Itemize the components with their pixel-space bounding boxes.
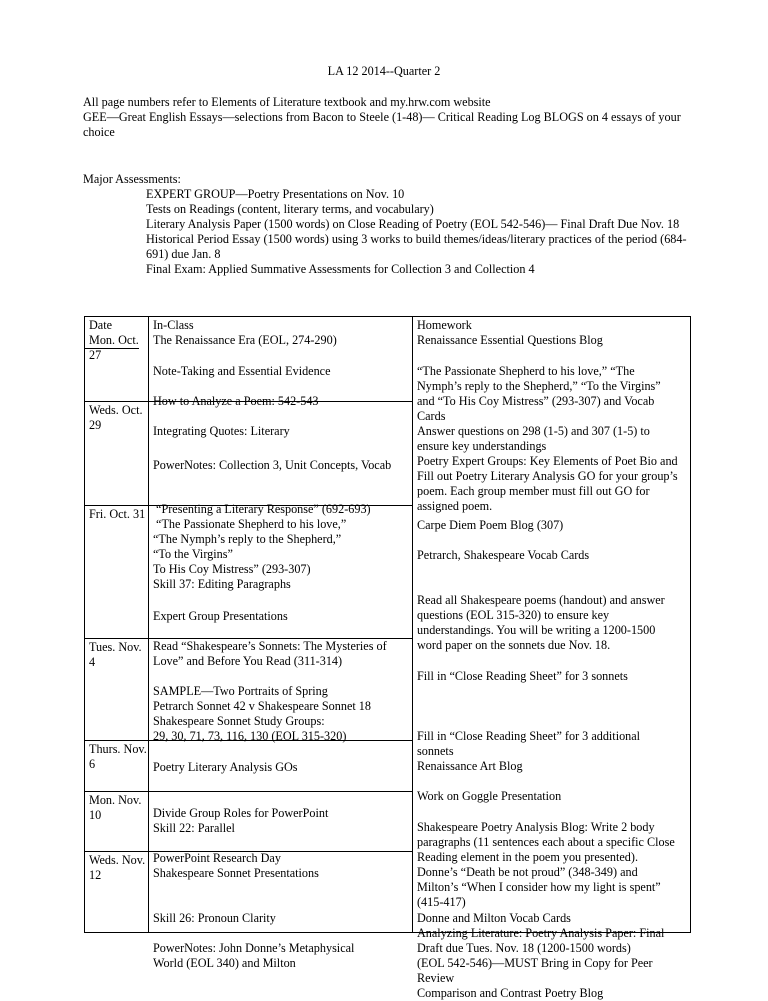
homework-item: Petrarch, Shakespeare Vocab Cards	[417, 548, 590, 562]
in-class-item: Shakespeare Sonnet Presentations	[153, 866, 319, 880]
homework-item: Fill in “Close Reading Sheet” for 3 additional sonnets	[417, 729, 641, 758]
schedule-table-wrapper	[84, 316, 686, 1000]
in-class-item: How to Analyze a Poem: 542-543	[153, 394, 319, 408]
homework-item: Read all Shakespeare poems (handout) and answer questions (EOL 315-320) to ensure key understandings. You will be writing a 1200-1500 word paper on the sonnets due Nov. 18.	[417, 593, 665, 652]
homework-item: Renaissance Art Blog	[417, 759, 523, 773]
in-class-item: Skill 26: Pronoun Clarity	[153, 911, 276, 925]
assessment-item: EXPERT GROUP—Poetry Presentations on Nov. 10	[146, 187, 405, 201]
table-rule	[84, 638, 413, 639]
in-class-item: “To the Virgins”	[153, 547, 233, 561]
table-rule	[84, 791, 413, 792]
table-rule	[84, 316, 686, 317]
date-cell: Weds. Nov. 12	[89, 853, 146, 882]
in-class-item: Divide Group Roles for PowerPoint	[153, 806, 329, 820]
date-cell: Mon. Nov. 10	[89, 793, 142, 822]
homework-column	[413, 317, 691, 1000]
in-class-item: SAMPLE—Two Portraits of Spring	[153, 684, 328, 698]
date-cell: Thurs. Nov. 6	[89, 742, 147, 771]
assessment-item: Final Exam: Applied Summative Assessments for Collection 3 and Collection 4	[146, 262, 535, 276]
major-assessments	[83, 172, 703, 277]
homework-item: Carpe Diem Poem Blog (307)	[417, 518, 564, 532]
table-rule	[84, 851, 413, 852]
in-class-item: PowerNotes: John Donne’s Metaphysical World (EOL 340) and Milton	[153, 941, 355, 970]
in-class-item: Skill 22: Parallel	[153, 821, 235, 835]
in-class-item: The Renaissance Era (EOL, 274-290)	[153, 333, 337, 347]
in-class-column	[149, 317, 413, 970]
homework-item: Comparison and Contrast Poetry Blog	[417, 986, 604, 1000]
date-cell: Tues. Nov. 4	[89, 640, 142, 669]
table-rule	[84, 348, 139, 349]
in-class-item: Skill 37: Editing Paragraphs	[153, 577, 291, 591]
in-class-item: PowerNotes: Collection 3, Unit Concepts, Vocab	[153, 458, 392, 472]
in-class-item: Note-Taking and Essential Evidence	[153, 364, 331, 378]
intro-line: GEE—Great English Essays—selections from Bacon to Steele (1-48)— Critical Reading Log BLOGS on 4 essays of your choice	[83, 110, 681, 139]
homework-header: Homework	[417, 318, 472, 332]
schedule-table	[84, 316, 691, 1000]
in-class-item: Integrating Quotes: Literary	[153, 424, 290, 438]
table-rule	[84, 401, 413, 402]
assessment-item: Literary Analysis Paper (1500 words) on Close Reading of Poetry (EOL 542-546)— Final Draft Due Nov. 18	[146, 217, 680, 231]
in-class-item: Read “Shakespeare’s Sonnets: The Mysteries of Love” and Before You Read (311-314)	[153, 639, 387, 668]
homework-item: Analyzing Literature: Poetry Analysis Paper: Final Draft due Tues. Nov. 18 (1200-1500 words)	[417, 926, 665, 955]
in-class-item: 29, 30, 71, 73, 116, 130 (EOL 315-320)	[153, 729, 347, 743]
homework-item: (EOL 542-546)—MUST Bring in Copy for Peer Review	[417, 956, 653, 985]
assessment-item: Historical Period Essay (1500 words) using 3 works to build themes/ideas/literary practices of the period (684-691) due Jan. 8	[146, 232, 687, 261]
document-title: LA 12 2014--Quarter 2	[327, 64, 441, 78]
in-class-item: “The Passionate Shepherd to his love,”	[156, 517, 347, 531]
in-class-item: Shakespeare Sonnet Study Groups:	[153, 714, 325, 728]
in-class-item: PowerPoint Research Day	[153, 851, 281, 865]
in-class-item: Expert Group Presentations	[153, 609, 288, 623]
assessment-item: Tests on Readings (content, literary terms, and vocabulary)	[146, 202, 434, 216]
in-class-header: In-Class	[153, 318, 194, 332]
homework-item: Answer questions on 298 (1-5) and 307 (1-5) to ensure key understandings	[417, 424, 650, 453]
homework-item: “The Passionate Shepherd to his love,” “The Nymph’s reply to the Shepherd,” “To the Virgins” and “To His Coy Mistress” (293-307) and Vocab Cards	[417, 364, 661, 423]
table-rule	[84, 740, 413, 741]
date-column	[85, 317, 149, 933]
date-header: Date	[89, 318, 113, 332]
intro-line: All page numbers refer to Elements of Literature textbook and my.hrw.com website	[83, 95, 491, 109]
homework-item: Donne and Milton Vocab Cards	[417, 911, 571, 925]
in-class-item: Petrarch Sonnet 42 v Shakespeare Sonnet 18	[153, 699, 371, 713]
homework-item: Renaissance Essential Questions Blog	[417, 333, 603, 347]
in-class-item: To His Coy Mistress” (293-307)	[153, 562, 311, 576]
in-class-item: Poetry Literary Analysis GOs	[153, 760, 298, 774]
in-class-item: “The Nymph’s reply to the Shepherd,”	[153, 532, 342, 546]
assessments-list	[83, 187, 703, 277]
table-rule	[84, 505, 413, 506]
homework-item: Donne’s “Death be not proud” (348-349) and Milton’s “When I consider how my light is spent” (415-417)	[417, 865, 661, 909]
date-cell: Fri. Oct. 31	[89, 507, 146, 521]
date-cell: Weds. Oct. 29	[89, 403, 143, 432]
homework-item: Shakespeare Poetry Analysis Blog: Write 2 body paragraphs (11 sentences each about a specific Close Reading element in the poem you presented).	[417, 820, 675, 864]
date-cell: Mon. Oct. 27	[89, 333, 139, 362]
homework-item: Fill in “Close Reading Sheet” for 3 sonnets	[417, 669, 628, 683]
in-class-item: “Presenting a Literary Response” (692-693)	[156, 502, 371, 516]
homework-item: Poetry Expert Groups: Key Elements of Poet Bio and Fill out Poetry Literary Analysis GO for your group’s poem. Each group member must fill out GO for assigned poem.	[417, 454, 678, 513]
intro-notes	[83, 95, 683, 140]
assessments-heading: Major Assessments:	[83, 172, 181, 186]
homework-item: Work on Goggle Presentation	[417, 789, 562, 803]
